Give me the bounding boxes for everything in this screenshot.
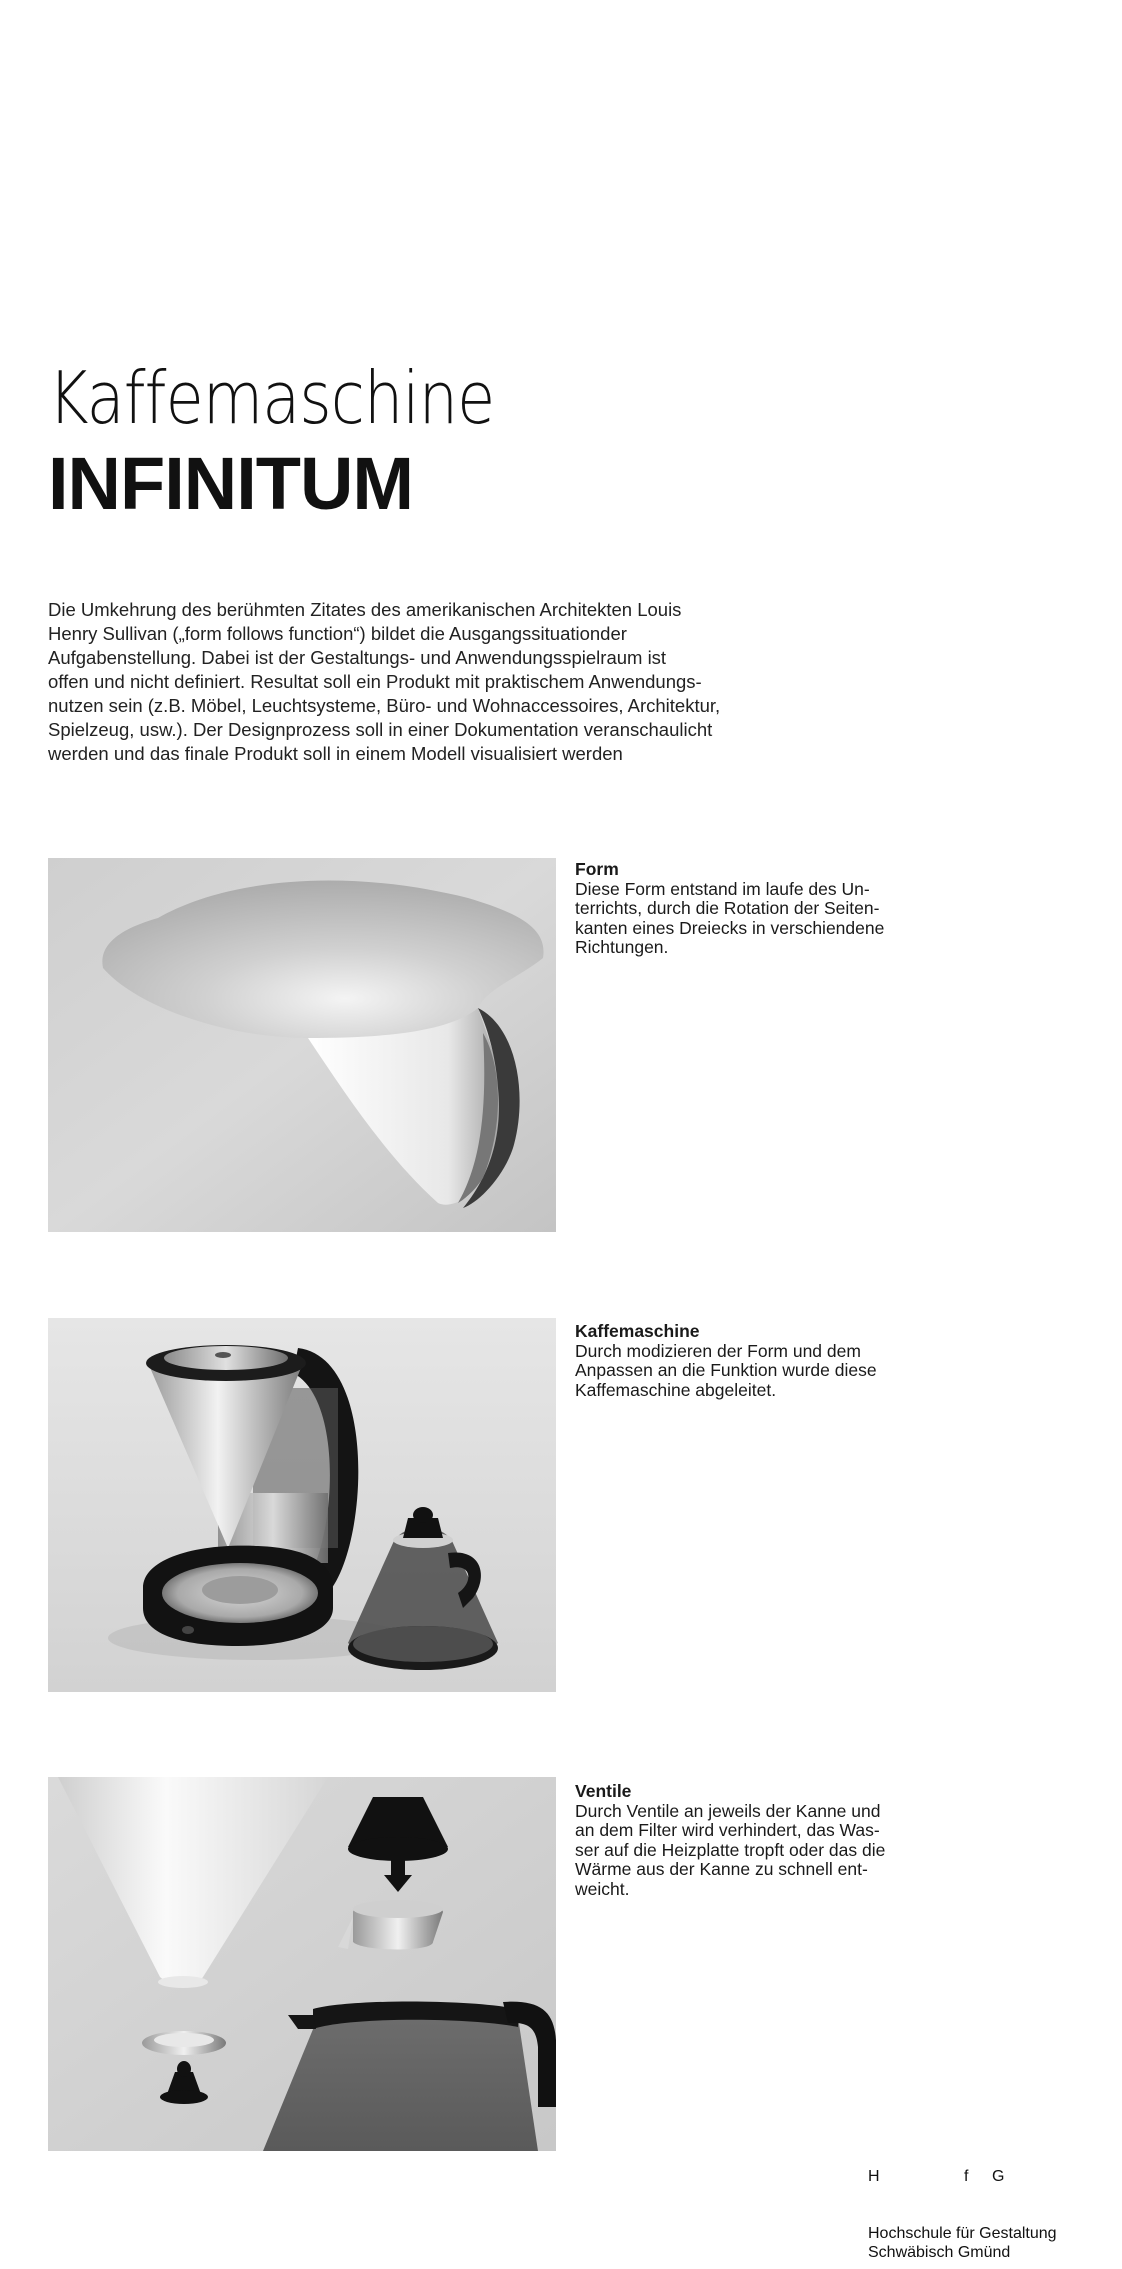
intro-line: Spielzeug, usw.). Der Designprozess soll in einer Dokumentation veranschaulicht: [48, 719, 713, 740]
caption-line: ser auf die Heizplatte tropft oder das die: [575, 1839, 886, 1860]
school-name: [868, 2224, 1098, 2262]
valves-render-image: [48, 1777, 556, 2151]
caption-form: [575, 860, 915, 958]
caption-line: kanten eines Dreiecks in verschiendene: [575, 917, 885, 938]
school-name-line: Schwäbisch Gmünd: [868, 2244, 1011, 2261]
form-render-image: [48, 858, 556, 1232]
caption-title: Form: [575, 859, 619, 879]
intro-line: Die Umkehrung des berühmten Zitates des amerikanischen Architekten Louis: [48, 599, 682, 620]
caption-line: Richtungen.: [575, 937, 669, 957]
caption-title: Kaffemaschine: [575, 1321, 700, 1341]
intro-line: werden und das finale Produkt soll in einem Modell visualisiert werden: [48, 743, 623, 764]
intro-paragraph: [48, 598, 748, 766]
logo-letter-g: G: [992, 2168, 1005, 2185]
caption-valves: [575, 1782, 915, 1899]
caption-line: Durch modizieren der Form und dem: [575, 1340, 861, 1361]
logo-mark: [868, 2168, 1098, 2188]
caption-line: an dem Filter wird verhindert, das Was-: [575, 1820, 880, 1840]
school-name-line: Hochschule für Gestaltung: [868, 2225, 1057, 2242]
logo-letter-h: H: [868, 2168, 880, 2185]
logo-letter-f: f: [964, 2168, 969, 2185]
caption-line: Durch Ventile an jeweils der Kanne und: [575, 1800, 881, 1821]
caption-line: Diese Form entstand im laufe des Un-: [575, 878, 870, 899]
caption-line: terrichts, durch die Rotation der Seiten-: [575, 898, 880, 918]
caption-line: weicht.: [575, 1878, 630, 1899]
caption-coffee-machine: [575, 1322, 915, 1400]
caption-line: Kaffemaschine abgeleitet.: [575, 1379, 777, 1400]
page-title-light: Kaffemaschine: [48, 356, 495, 440]
school-logo: [868, 2168, 1098, 2262]
intro-line: nutzen sein (z.B. Möbel, Leuchtsysteme, Büro- und Wohnaccessoires, Architektur,: [48, 695, 721, 716]
intro-line: Henry Sullivan („form follows function“) bildet die Ausgangssituationder: [48, 623, 627, 644]
intro-line: Aufgabenstellung. Dabei ist der Gestaltungs- und Anwendungsspielraum ist: [48, 647, 667, 668]
caption-line: Wärme aus der Kanne zu schnell ent-: [575, 1859, 868, 1879]
caption-line: Anpassen an die Funktion wurde diese: [575, 1360, 877, 1380]
intro-line: offen und nicht definiert. Resultat soll ein Produkt mit praktischem Anwendungs-: [48, 671, 702, 692]
caption-title: Ventile: [575, 1781, 632, 1801]
coffee-machine-render-image: [48, 1318, 556, 1692]
page-title-bold: INFINITUM: [48, 442, 414, 525]
